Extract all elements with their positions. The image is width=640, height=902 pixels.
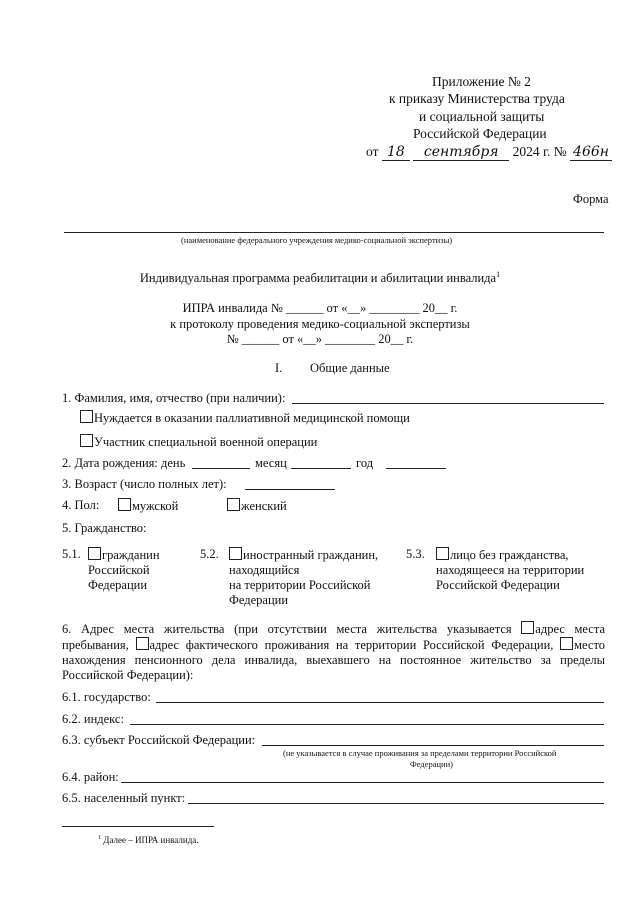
male-label: мужской xyxy=(132,499,179,513)
program-title-text: Индивидуальная программа реабилитации и абилитации инвалида xyxy=(139,271,497,286)
citizenship-5-3 xyxy=(436,547,584,593)
program-title xyxy=(0,270,640,286)
birth-day-line[interactable] xyxy=(192,468,250,469)
protocol-line-2: № ______ от «__» ________ 20__ г. xyxy=(226,332,414,346)
annex-line-1: Приложение № 2 xyxy=(432,74,531,89)
footnote-text: Далее – ИПРА инвалида. xyxy=(103,835,199,845)
citizenship-5-2 xyxy=(229,547,378,608)
state-line[interactable] xyxy=(156,702,604,703)
age-line[interactable] xyxy=(245,489,335,490)
pension-file-label: место нахождения пенсионного дела инвалида, выехавшего на постоянное жительство за пределы Российской Федерации): xyxy=(62,638,605,682)
male-checkbox[interactable] xyxy=(118,498,131,511)
annex-date-prefix: от xyxy=(366,144,379,159)
citizenship-label: 5. Гражданство: xyxy=(62,521,147,535)
address-intro: 6. Адрес места жительства (при отсутствии места жительства указывается xyxy=(62,622,512,636)
palliative-label: Нуждается в оказании паллиативной медицинской помощи xyxy=(94,411,410,425)
svo-checkbox[interactable] xyxy=(80,434,93,447)
annex-month: сентября xyxy=(413,144,509,161)
field-full-name-label: 1. Фамилия, имя, отчество (при наличии): xyxy=(62,391,286,405)
subject-note-2: Федерации) xyxy=(410,759,453,769)
birth-month-label: месяц xyxy=(255,456,287,470)
index-label: 6.2. индекс: xyxy=(62,712,124,726)
citizenship-5-1 xyxy=(88,547,160,593)
section-number: I. xyxy=(275,361,283,375)
district-label: 6.4. район: xyxy=(62,770,119,784)
svo-option xyxy=(80,434,317,450)
pension-file-checkbox[interactable] xyxy=(560,637,573,650)
foreign-citizen-line-2: находящийся xyxy=(229,563,300,577)
foreign-citizen-line-3: на территории Российской xyxy=(229,578,371,592)
footnote xyxy=(98,835,199,845)
subject-line[interactable] xyxy=(262,745,604,746)
svo-label: Участник специальной военной операции xyxy=(94,435,318,449)
full-name-line[interactable] xyxy=(292,403,604,404)
foreign-citizen-line-4: Федерации xyxy=(229,593,289,607)
annex-day: 18 xyxy=(382,144,410,161)
address-paragraph xyxy=(62,621,605,683)
annex-line-3: и социальной защиты xyxy=(419,109,545,124)
footnote-separator xyxy=(62,826,214,827)
form-label: Форма xyxy=(573,192,609,206)
stay-address-label: адрес места пребывания, xyxy=(62,622,606,652)
annex-number: 466н xyxy=(570,144,612,161)
index-line[interactable] xyxy=(130,724,604,725)
stay-address-checkbox[interactable] xyxy=(521,621,534,634)
birth-date-label: 2. Дата рождения: день xyxy=(62,456,186,470)
birth-year-line[interactable] xyxy=(386,468,446,469)
footnote-mark: 1 xyxy=(98,835,101,841)
palliative-option xyxy=(80,410,410,426)
stateless-line-2: находящееся на территории xyxy=(436,563,585,577)
annex-date-line xyxy=(366,144,612,161)
stateless-line-3: Российской Федерации xyxy=(436,578,560,592)
age-label: 3. Возраст (число полных лет): xyxy=(62,477,227,491)
ipra-line: ИПРА инвалида № ______ от «__» ________ 20__ г. xyxy=(182,301,458,315)
female-checkbox[interactable] xyxy=(227,498,240,511)
actual-address-label: адрес фактического проживания на территории Российской Федерации, xyxy=(149,638,554,652)
citizen-rf-line-1: гражданин xyxy=(102,548,160,562)
district-line[interactable] xyxy=(121,782,604,783)
subject-note-1: (не указывается в случае проживания за пределами территории Российской xyxy=(283,748,557,758)
settlement-line[interactable] xyxy=(188,803,604,804)
section-title: Общие данные xyxy=(310,361,390,375)
institution-caption: (наименование федерального учреждения медико-социальной экспертизы) xyxy=(181,235,453,245)
institution-line[interactable] xyxy=(64,232,604,233)
stateless-line-1: лицо без гражданства, xyxy=(450,548,569,562)
citizenship-5-3-number: 5.3. xyxy=(406,547,425,561)
protocol-line-1: к протоколу проведения медико-социальной экспертизы xyxy=(170,317,470,331)
sex-label: 4. Пол: xyxy=(62,498,100,512)
citizen-rf-line-3: Федерации xyxy=(88,578,148,592)
annex-line-2: к приказу Министерства труда xyxy=(389,91,565,106)
citizen-rf-checkbox[interactable] xyxy=(88,547,101,560)
settlement-label: 6.5. населенный пункт: xyxy=(62,791,186,805)
citizenship-5-2-number: 5.2. xyxy=(200,547,219,561)
foreign-citizen-checkbox[interactable] xyxy=(229,547,242,560)
title-footnote-mark: 1 xyxy=(496,270,501,279)
actual-address-checkbox[interactable] xyxy=(136,637,149,650)
subject-label: 6.3. субъект Российской Федерации: xyxy=(62,733,256,747)
state-label: 6.1. государство: xyxy=(62,690,151,704)
sex-male-option xyxy=(118,498,178,514)
sex-female-option xyxy=(227,498,287,514)
stateless-checkbox[interactable] xyxy=(436,547,449,560)
female-label: женский xyxy=(241,499,287,513)
foreign-citizen-line-1: иностранный гражданин, xyxy=(243,548,379,562)
birth-month-line[interactable] xyxy=(291,468,351,469)
birth-year-label: год xyxy=(356,456,374,470)
palliative-checkbox[interactable] xyxy=(80,410,93,423)
annex-line-4: Российской Федерации xyxy=(413,126,547,141)
citizenship-5-1-number: 5.1. xyxy=(62,547,81,561)
annex-year-text: 2024 г. № xyxy=(512,144,567,159)
citizen-rf-line-2: Российской xyxy=(88,563,150,577)
